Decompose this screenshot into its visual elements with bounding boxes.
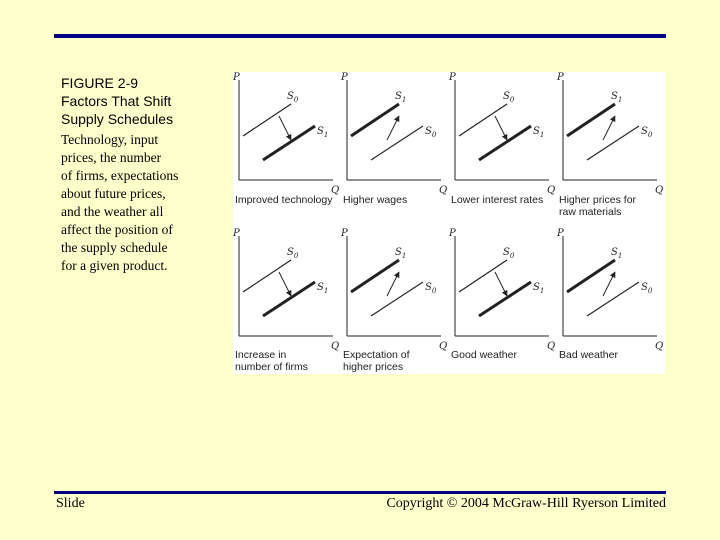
x-axis-label: Q: [655, 341, 664, 352]
supply-curve-upper-label: $S_1$: [395, 91, 407, 104]
figure-title-line-1: Factors That Shift: [61, 93, 172, 109]
shift-arrow: [387, 272, 399, 296]
supply-curve-upper: [243, 260, 291, 292]
x-axis-label: Q: [547, 341, 556, 352]
description-line: about future prices,: [61, 186, 166, 201]
y-axis-label: P: [341, 72, 348, 83]
supply-curve-upper-label: $S_1$: [395, 247, 407, 260]
slide-label: Slide: [56, 496, 85, 511]
y-axis-label: P: [557, 228, 564, 239]
panel-caption: Higher wages: [343, 194, 408, 206]
y-axis-label: P: [233, 72, 240, 83]
supply-curve-lower-label: $S_1$: [317, 282, 329, 295]
panel-caption: Bad weather: [559, 349, 618, 361]
top-rule: [54, 34, 666, 38]
figure-label: FIGURE 2-9: [61, 75, 139, 91]
supply-curve-upper: [459, 104, 507, 136]
figure-description: [61, 131, 231, 275]
y-axis-label: P: [341, 228, 348, 239]
description-line: for a given product.: [61, 258, 168, 273]
panel-caption: raw materials: [559, 206, 622, 218]
supply-curve-lower: [371, 126, 423, 160]
supply-curve-upper-label: $S_0$: [503, 91, 515, 104]
x-axis-label: Q: [331, 341, 340, 352]
panel-caption: Good weather: [451, 349, 517, 361]
x-axis-label: Q: [439, 341, 448, 352]
description-line: prices, the number: [61, 150, 162, 165]
x-axis-label: Q: [655, 185, 664, 196]
shift-arrow: [603, 116, 615, 140]
supply-curve-upper-label: $S_0$: [287, 247, 299, 260]
supply-curve-upper-label: $S_1$: [611, 247, 623, 260]
panel-caption: higher prices: [343, 361, 404, 373]
supply-curve-lower-label: $S_0$: [641, 282, 653, 295]
y-axis-label: P: [449, 72, 456, 83]
supply-curve-upper: [243, 104, 291, 136]
description-line: Technology, input: [61, 132, 159, 147]
supply-curve-lower: [479, 126, 531, 160]
bottom-rule: [54, 491, 666, 494]
y-axis-label: P: [233, 228, 240, 239]
panel-caption: number of firms: [235, 361, 308, 373]
figure-caption: [61, 74, 231, 275]
supply-shift-diagram: [233, 72, 665, 374]
shift-arrow: [279, 272, 291, 296]
panel-caption: Improved technology: [235, 194, 333, 206]
description-line: affect the position of: [61, 222, 173, 237]
supply-curve-upper-label: $S_0$: [287, 91, 299, 104]
shift-arrow: [279, 116, 291, 140]
supply-shift-diagram-panel: [233, 72, 665, 374]
x-axis-label: Q: [439, 185, 448, 196]
supply-curve-lower: [587, 126, 639, 160]
supply-curve-lower: [587, 282, 639, 316]
supply-curve-upper-label: $S_1$: [611, 91, 623, 104]
shift-arrow: [495, 116, 507, 140]
supply-curve-lower: [371, 282, 423, 316]
description-line: the supply schedule: [61, 240, 168, 255]
panel-caption: Expectation of: [343, 349, 410, 361]
panel-caption: Higher prices for: [559, 194, 637, 206]
supply-curve-upper-label: $S_0$: [503, 247, 515, 260]
x-axis-label: Q: [331, 185, 340, 196]
supply-curve-lower-label: $S_1$: [533, 126, 545, 139]
supply-curve-lower-label: $S_0$: [425, 282, 437, 295]
shift-arrow: [603, 272, 615, 296]
description-line: and the weather all: [61, 204, 164, 219]
description-line: of firms, expectations: [61, 168, 179, 183]
supply-curve-lower-label: $S_0$: [425, 126, 437, 139]
supply-curve-lower: [263, 282, 315, 316]
panel-caption: Lower interest rates: [451, 194, 544, 206]
supply-curve-lower: [263, 126, 315, 160]
supply-curve-lower-label: $S_0$: [641, 126, 653, 139]
shift-arrow: [495, 272, 507, 296]
y-axis-label: P: [557, 72, 564, 83]
copyright-notice: Copyright © 2004 McGraw-Hill Ryerson Limited: [386, 496, 666, 511]
x-axis-label: Q: [547, 185, 556, 196]
supply-curve-lower-label: $S_1$: [317, 126, 329, 139]
panel-caption: Increase in: [235, 349, 287, 361]
supply-curve-lower-label: $S_1$: [533, 282, 545, 295]
y-axis-label: P: [449, 228, 456, 239]
shift-arrow: [387, 116, 399, 140]
figure-title-line-2: Supply Schedules: [61, 111, 174, 127]
supply-curve-upper: [459, 260, 507, 292]
supply-curve-lower: [479, 282, 531, 316]
